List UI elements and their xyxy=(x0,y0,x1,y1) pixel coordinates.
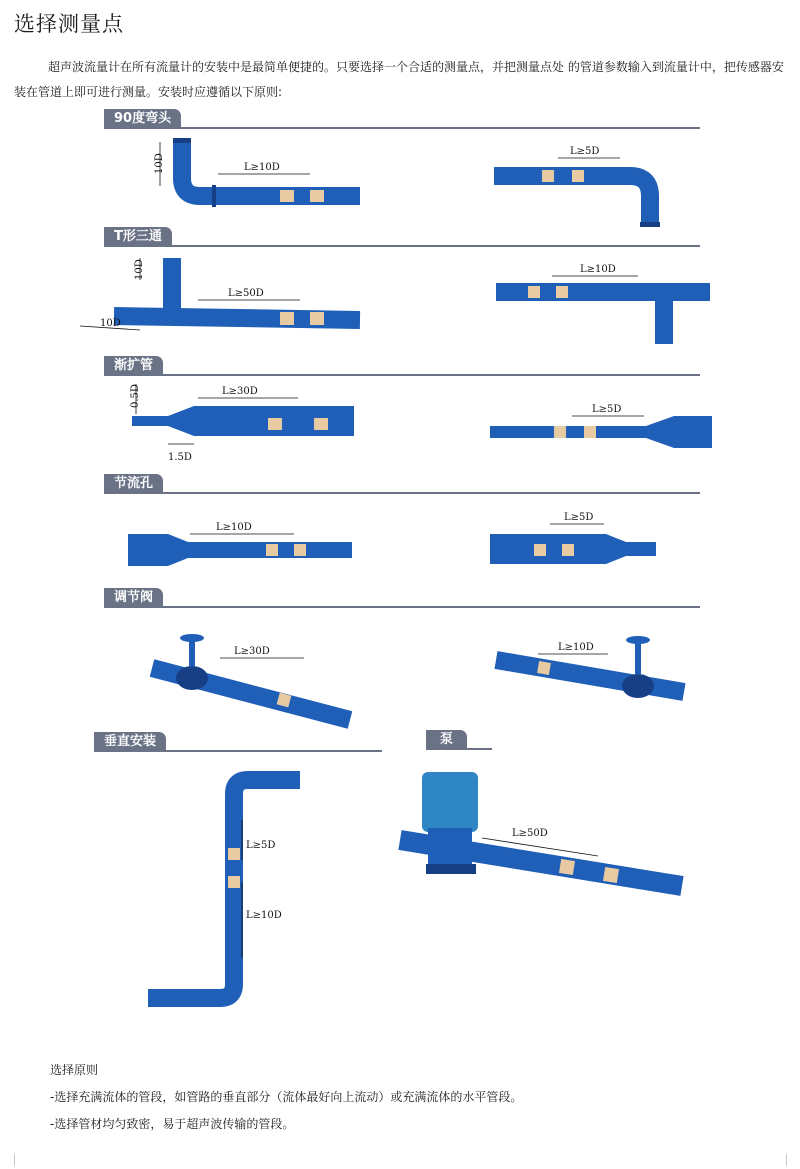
principle-item: -选择充满流体的管段，如管路的垂直部分（流体最好向上流动）或充满流体的水平管段。 xyxy=(50,1090,523,1104)
principle-item: -选择管材均匀致密，易于超声波传输的管段。 xyxy=(50,1117,295,1131)
section-header-valve xyxy=(104,588,700,608)
distance-label: L≥50D xyxy=(228,288,264,299)
figure-pump xyxy=(392,768,692,908)
distance-label: L≥10D xyxy=(580,264,616,275)
distance-label: L≥5D xyxy=(570,146,600,157)
page-corner-mark xyxy=(14,1154,15,1166)
section-rule xyxy=(426,748,492,750)
dim-label: 0.5D xyxy=(130,384,141,408)
figure-expander-upstream xyxy=(118,378,368,468)
section-tab-tee: T形三通 xyxy=(104,227,172,246)
figure-valve-upstream xyxy=(144,630,364,730)
dim-label-2: 10D xyxy=(100,318,121,329)
section-tab-orifice: 节流孔 xyxy=(104,474,163,493)
distance-label: L≥5D xyxy=(564,512,594,523)
figure-orifice-upstream xyxy=(124,506,360,570)
section-tab-valve: 调节阀 xyxy=(104,588,163,607)
section-tab-pump: 泵 xyxy=(426,730,467,749)
distance-label: L≥10D xyxy=(558,642,594,653)
selection-principles xyxy=(50,1057,790,1138)
section-header-tee xyxy=(104,227,700,247)
section-header-expander xyxy=(104,356,700,376)
section-rule xyxy=(94,750,382,752)
distance-label: L≥30D xyxy=(222,386,258,397)
section-header-elbow xyxy=(104,109,700,129)
section-tab-vertical: 垂直安装 xyxy=(94,732,166,751)
section-rule xyxy=(104,606,700,608)
figure-orifice-downstream xyxy=(486,506,666,570)
dim-label-2: 1.5D xyxy=(168,452,192,463)
figure-elbow-upstream xyxy=(140,132,370,212)
page-corner-mark xyxy=(786,1154,787,1166)
distance-label: L≥30D xyxy=(234,646,270,657)
figure-tee-downstream xyxy=(490,258,720,348)
distance-label-2: L≥10D xyxy=(246,910,282,921)
section-rule xyxy=(104,127,700,129)
distance-label: L≥5D xyxy=(246,840,276,851)
page-title: 选择测量点 xyxy=(14,12,124,36)
distance-label: L≥50D xyxy=(512,828,548,839)
distance-label: L≥10D xyxy=(244,162,280,173)
principles-heading: 选择原则 xyxy=(50,1063,99,1077)
figure-vertical xyxy=(138,762,318,1022)
section-rule xyxy=(104,245,700,247)
section-header-pump xyxy=(426,730,492,750)
figure-elbow-downstream xyxy=(490,140,680,230)
figure-expander-downstream xyxy=(486,400,716,460)
section-header-orifice xyxy=(104,474,700,494)
section-header-vertical xyxy=(94,732,382,752)
section-rule xyxy=(104,492,700,494)
section-tab-elbow: 90度弯头 xyxy=(104,109,181,128)
figure-tee-upstream xyxy=(80,250,370,340)
section-rule xyxy=(104,374,700,376)
intro-paragraph: 超声波流量计在所有流量计的安装中是最简单便捷的。只要选择一个合适的测量点，并把测量点处 的管道参数输入到流量计中，把传感器安装在管道上即可进行测量。安装时应遵循以下原则: xyxy=(14,60,784,99)
section-tab-expander: 渐扩管 xyxy=(104,356,163,375)
distance-label: L≥10D xyxy=(216,522,252,533)
distance-label: L≥5D xyxy=(592,404,622,415)
dim-label: 10D xyxy=(134,259,145,280)
figure-valve-downstream xyxy=(488,630,698,720)
dim-label: 10D xyxy=(154,153,165,174)
